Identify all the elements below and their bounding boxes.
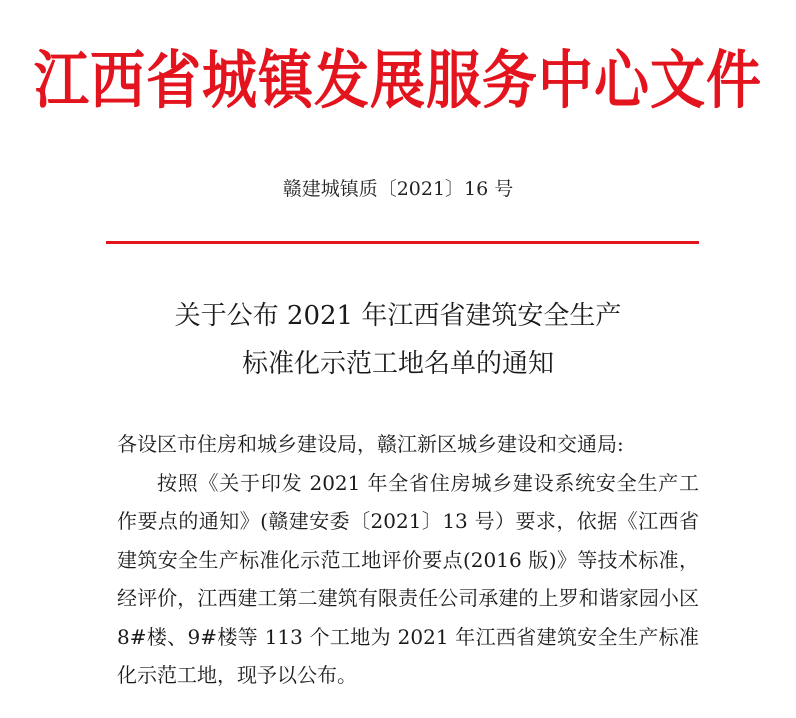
salutation: 各设区市住房和城乡建设局，赣江新区城乡建设和交通局: <box>117 432 624 456</box>
document-body <box>117 425 699 695</box>
document-title <box>0 292 796 388</box>
document-header: 江西省城镇发展服务中心文件 <box>33 43 762 118</box>
body-paragraph: 按照《关于印发 2021 年全省住房城乡建设系统安全生产工作要点的通知》(赣建安委〔2021〕13 号）要求，依据《江西省建筑安全生产标准化示范工地评价要点(2016 版)》等技术标准，经评价，江西建工第二建筑有限责任公司承建的上罗和谐家园小区 8#楼、9#楼等 113 个工地为 2021 年江西省建筑安全生产标准化示范工地，现予以公布。 <box>117 470 699 687</box>
red-divider-line <box>106 241 699 244</box>
document-title-line-1: 关于公布 2021 年江西省建筑安全生产 <box>174 301 622 331</box>
document-title-line-2: 标准化示范工地名单的通知 <box>241 349 554 379</box>
document-number: 赣建城镇质〔2021〕16 号 <box>282 178 514 200</box>
